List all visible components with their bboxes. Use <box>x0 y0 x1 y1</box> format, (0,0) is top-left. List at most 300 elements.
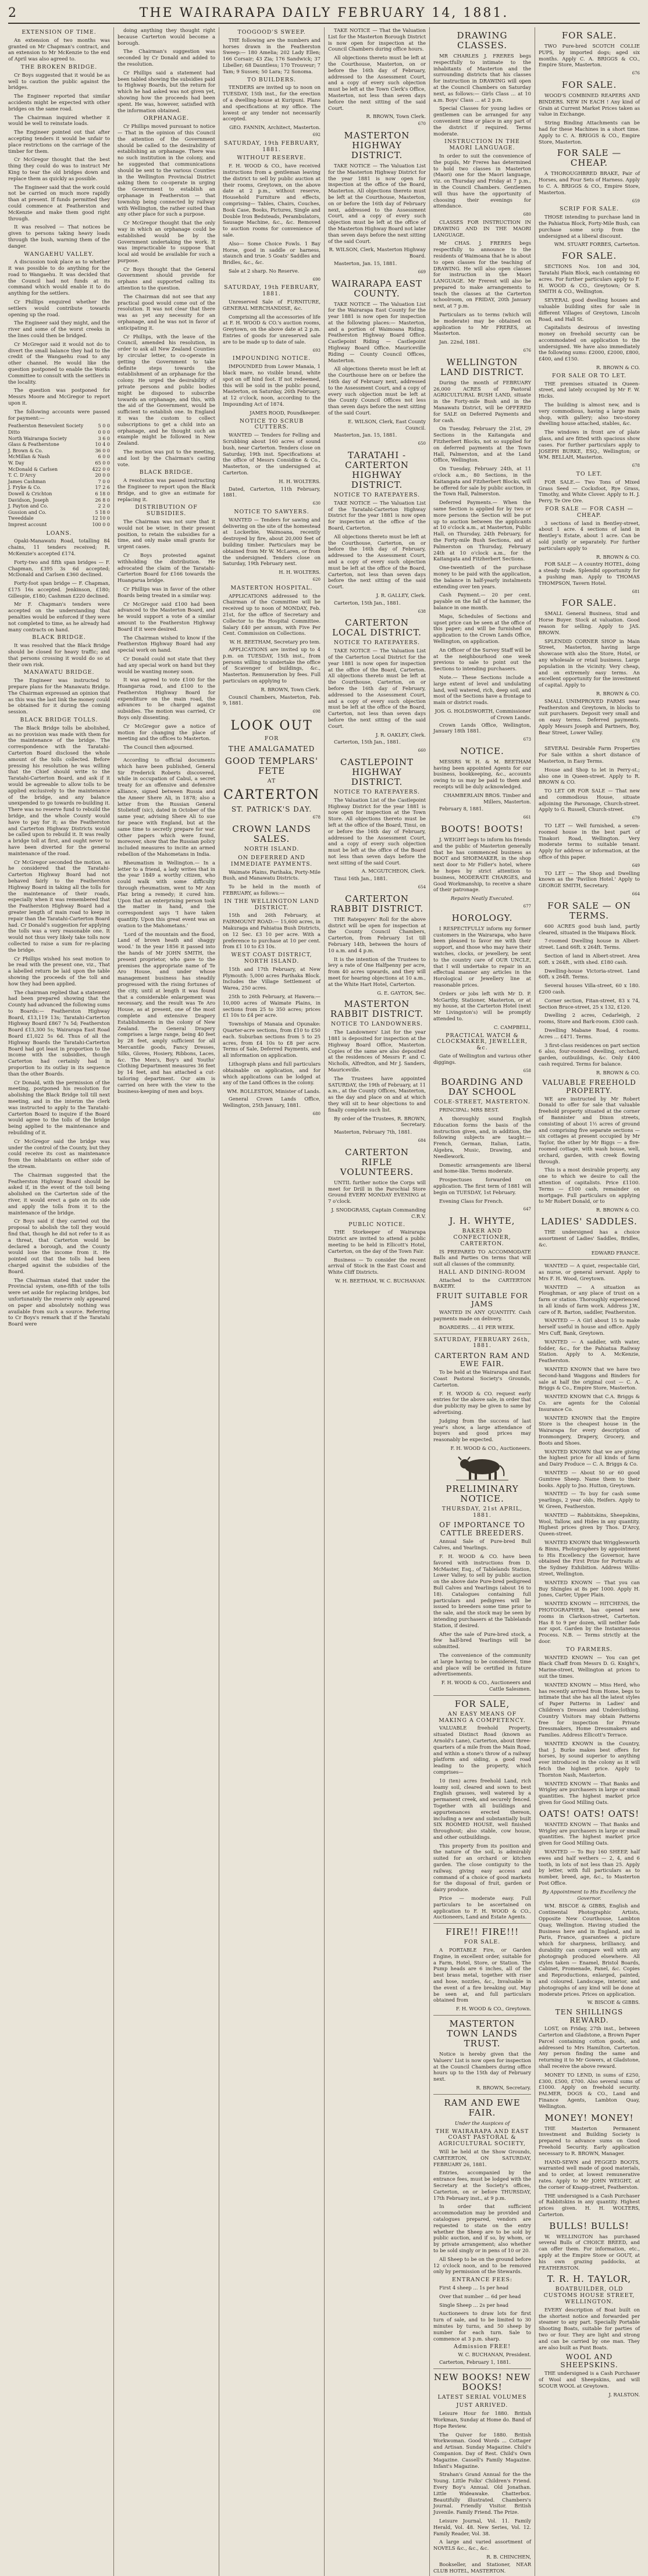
ad-number: 620 <box>312 577 321 582</box>
paragraph: 600 ACRES good bush land, partly cleared, situated in the Waipawa Block. <box>539 923 640 935</box>
paragraph: FOR SALE.— Two Tons of Mixed Grass Seed — Cocksfoot, Rye Grass, Timothy, and White Clover. Apply to H. J. Perry, Te Ore Ore. <box>539 478 640 504</box>
paragraph: Cr Donald could not state that they had any special work on hand but they would be wanting money soon. <box>118 655 215 674</box>
paragraph: 3 first-class residences on part section 6 also, four-roomed dwelling, orchard, garden, outbuildings, &c. Only £400 cash required. Terms for balance. <box>539 1042 640 1067</box>
paragraph: Prospectuses forwarded on application. The first term of 1881 will begin on TUESDAY, 1st February. <box>433 1177 531 1195</box>
paragraph: General Crown Lands Office, Wellington, 25th January, 1881. <box>223 1095 321 1108</box>
paragraph: Particulars as to terms (which will be moderate) may be obtained on application to Mr FRERES, at Masterton. <box>433 312 531 337</box>
paragraph: TAKE NOTICE — The Valuation List of the Taratahi-Carterton Highway District for the year 1881 is now open for inspection at the office of the Board, Carterton. <box>328 499 426 531</box>
ledger-payee: Dowell & Crichton <box>8 491 52 496</box>
section-heading: BLACK BRIDGE. <box>32 634 86 641</box>
ledger-payee: W. Day <box>8 460 24 466</box>
section-heading: HOROLOGY. <box>451 912 513 923</box>
signature: R. WILSON, Clerk, Masterton Highway Board. <box>329 246 426 259</box>
ledger-row <box>8 436 110 442</box>
paragraph: Lithograph plans and full particulars obtainable on application, and for which applications can be lodged at any of the Land Offices in the colony. <box>223 1060 321 1086</box>
section-heading: SCRIP FOR SALE. <box>559 206 619 213</box>
section-heading: OATS! OATS! OATS! <box>539 1808 640 1819</box>
paragraph: Unreserved Sale of FURNITURE, GENERAL MERCHANDISE, &c. <box>223 299 321 311</box>
ad-number: 654 <box>418 885 426 890</box>
masthead <box>8 3 640 24</box>
section-heading: THE AMALGAMATED <box>228 744 315 753</box>
ledger-amount: 5 18 0 <box>95 509 110 515</box>
paragraph: CLASSES FOR INSTRUCTION IN DRAWING AND IN THE MAORI LANGUAGE. <box>433 219 531 238</box>
paragraph: Cr Boys protested against withholding the distribution. He advocated the claim of the Taratahi-Carterton Board for £166 towards the Huangarua bridge. <box>118 552 215 584</box>
signature: W. BISCOE & GIBBS. <box>587 1999 640 2006</box>
section-heading: MASTERTON RABBIT DISTRICT. <box>330 999 424 1020</box>
section-heading: FOR <box>264 735 279 742</box>
paragraph: Cr Phillips enquired whether the settlers would contribute towards opening up the road. <box>8 299 110 317</box>
section-heading: INSTRUCTION IN THE MAORI LANGUAGE. <box>444 138 520 152</box>
signature: CHAMBERLAIN BROS. Timber and Millers, Masterton. <box>443 792 531 805</box>
ad-number: 659 <box>632 198 640 203</box>
paragraph: The Black Bridge tolls be abolished, as no provision was made with them for the maintenance of the bridge. The correspondence with the Taratahi-Carterton Board disclosed the whole amount of the tolls collected. Before pressing his resolution he was willing that the Chief should write to the Taratahi-Carterton Board, and ask if it would be agreeable to allow tolls to be applied exclusively to the maintenance of the bridge, and any balance unexpended to go towards re-building it. There was no reserve fund to rebuild the bridge, and the whole County would have to pay for it; as the Featherston and Carterton Highway Districts would be called upon to rebuild it. It was really a bridge toll at first, and ought never to have been diverted for the general maintenance of the road. <box>8 724 110 856</box>
section-heading: SATURDAY, 19th FEBRUARY, 1881. <box>224 284 319 298</box>
section-heading: TOOGOOD'S SWEEP. <box>237 29 306 35</box>
section-heading: MANAWATU BRIDGE. <box>23 669 95 676</box>
paragraph: SMALL UNIMPROVED FARMS near Featherston and Greytown, in blocks to suit purchasers. Deposit very small and on easy terms. Deferred payments. Apply Messrs Joseph and Partners, Boy, Bear Street, Lower Valley. <box>539 698 640 735</box>
paragraph: WANTED KNOWN — That you can Buy Shingles at 8s per 1000. Apply H. Jones, Carter, Upper Plain. <box>539 1579 640 1598</box>
paragraph: WANTED — A situation as Ploughman, or any place of trust on a farm or station. Thoroughly experienced in all kinds of farm work. Address J.W., care of R. Barton, saddler, Featherston. <box>539 1284 640 1315</box>
sale-date: SATURDAY, FEBRUARY 26th, 1881. <box>434 1336 530 1349</box>
bull-icon <box>456 1454 508 1481</box>
paragraph: PRINCIPAL: MRS BEST. <box>439 1107 499 1113</box>
column-1 <box>8 27 113 2576</box>
paragraph: The Engineer was instructed to prepare plans for the Manawatu Bridge. The Chairman expressed an opinion that as this was the last link the money could be obtained for it during the coming session. <box>8 677 110 715</box>
paragraph: The Chairman suggested that the Featherston Highway Board should be asked if, in the event of the toll being abolished on the Carterton side of the river, it would erect a gate on its side and apply the tolls from it to the maintenance of the bridge. <box>8 1171 110 1216</box>
paragraph: TAKE NOTICE — That the Valuation List for the Masterton Borough District is now open for inspection at the Council Chambers during office hours. <box>328 27 426 52</box>
paragraph: LOST, on Friday, 27th inst., between Carterton and Gladstone, a Brown Paper Parcel containing cotton goods, and addressed to Mrs Hamilton, Carterton. Any person finding the same and returning it to Mr Gowers, at Gladstone, shall receive the above reward. <box>539 2025 640 2069</box>
ledger-row <box>8 423 110 430</box>
paragraph: Cr Phillips said a statement had been tabled showing the subsidies paid to Highway Boards, but the return for which he had asked was not given yet, showing how the proceeds had been spent. He was, however, satisfied with the information obtained. <box>118 69 215 113</box>
section-heading: NOTICE TO RATEPAYERS. <box>333 639 421 646</box>
paragraph: MONEY TO LEND, in sums of £250, £300, £500, £700. Also several sums of £1000. Apply on freehold security. PALMER, DOGS & CO., Land and Finance Agents, Lambton Quay, Wellington. <box>539 2071 640 2109</box>
section-heading: MASTERTON HOSPITAL. <box>230 584 313 591</box>
subtitle: By Appointment to His Excellency the Governor. <box>542 1888 636 1901</box>
paragraph: WOOD'S COMBINED REAPERS AND BINDERS. NEW IN EACH ! Any kind of Grain at Current Market Prices taken as value in Exchange. <box>539 92 640 117</box>
section-heading: FRUIT SUITABLE FOR JAMS <box>436 1292 528 1309</box>
columns <box>8 27 640 2574</box>
paragraph: TWO Pure-bred SCOTCH COLLIE PUPS, by imported dogs; aged six months. Apply C. A. BRIGGS & CO., Empire Store, Masterton. <box>539 43 640 68</box>
paragraph: Townships of Manaia and Opunake: Quarter-acre sections, from £10 to £50 each. Suburban sections from 5 to 25 acres, from £4 10s to £8 per acre. Terms of Sale, Deferred Payments, and all information on application. <box>223 1021 321 1059</box>
paragraph: It is the intention of the Trustees to levy a rate of One Halfpenny per acre, from 40 acres upwards, and they will meet for hearing objections at 10 a.m., at the White Hart Hotel, Carterton. <box>328 956 426 987</box>
paragraph: IS PREPARED TO ACCOMMODATE Balls and Parties On terms that will suit all classes of the community. <box>433 1248 531 1267</box>
paragraph: The Engineer pointed out that after accepting tenders it would be unfair to place restrictions on the carriage of the timber for them. <box>8 129 110 154</box>
paragraph: WANTED — Tenders for sawing and delivering on the site of the homestead at Lockerbie, Waimoana, recently destroyed by fire, about 20,000 feet of building timber. Particulars may be obtained from Mr W. McLaren, or from the undersigned. Tenders close on Saturday, 19th February next. <box>223 516 321 567</box>
ledger-row <box>8 454 110 460</box>
paragraph: Dated, Carterton, 11th February, 1881. <box>223 485 321 498</box>
signature: WM. ROLLESTON, Minister of Lands. <box>227 1088 321 1095</box>
paragraph: THOSE intending to purchase land in the Pahiatua Block, Forty-Mile Bush, can purchase some scrip from the undersigned at a liberal discount. <box>539 214 640 239</box>
ad-number: 681 <box>632 589 640 594</box>
paragraph: APPLICATIONS addressed to the Chairman of the Committee will be received up to noon of MONDAY, Feb. 21st, for the office of Secretary and Collector to the Hospital Committee. Salary £40 per annum, with Five Per Cent. Commission on Collections. <box>223 592 321 637</box>
ledger-payee: McMillan & Nash <box>8 454 50 460</box>
paragraph: All objections thereto must be left at the Courthouse here on or before the 16th day of February next, addressed to the Assessment Court, and a copy of every such objection must be left at the County Council Offices not less than seven days before the next sitting of the said Court. <box>328 366 426 416</box>
signature: W. H. BEETHAM, Secretary pro tem. <box>229 639 321 645</box>
section-heading: PUBLIC NOTICE. <box>348 1221 405 1228</box>
paragraph: Cash Payment.— 20 per cent. payable on the fall of the hammer, the balance in one month. <box>433 592 531 610</box>
signature: J. R. OAKLEY, Clerk. <box>375 731 426 738</box>
paragraph: Cr McGregor thought that the best thing they could do was to instruct Mr King to tear the old bridges down and replace them as quickly as possible. <box>8 156 110 181</box>
paragraph: Special Classes for young ladies or gentlemen can be arranged for any convenient time or place in any part of the district if required. Terms moderate. <box>433 105 531 137</box>
ledger-amount: 100 0 0 <box>92 521 110 527</box>
section-heading: FOR SALE. <box>561 598 617 609</box>
paragraph: Note.— These Sections include a large extent of level and undulating land, well watered, rich, deep soil, and most of the Sections have a frontage to main or district roads. <box>433 674 531 706</box>
section-heading: LADIES' SADDLES. <box>541 1216 638 1227</box>
paragraph: THE following are the numbers and horses drawn in the Featherston Sweep:— 180 Amelia; 202 Lady Ellen; 166 Corsair; 43 Zia; 176 Sandwick; 37 Libeller; 68 Dauntless; 170 Trouveur; 7 Tam; 9 Sussex; 50 Lara; 72 Sonoma. <box>223 37 321 74</box>
section-heading: CARTERTON <box>223 788 320 803</box>
paragraph: Orders or jobs left with Mr D. P. McGarthy, Stationer, Masterton, or at my house, at the Carterton Hotel (next Mr Livingston's) will be promptly attended to. <box>433 990 531 1021</box>
ledger-payee: Davidson, Joseph <box>8 497 49 503</box>
paragraph: All objections thereto must be left at the Courthouse, Carterton, on or before the 16th day of February, addressed to the Assessment Court, and a copy of every such objection must be left at the office of the Board, Carterton, not less than seven days before the next sitting of the said Court. <box>328 533 426 590</box>
paragraph: Several houses Villa-street, 60 x 180. £200 cash. <box>539 982 640 995</box>
paragraph: WANTED KNOWN that we have two Second-hand Waggons and Binders for sale at half the original cost — C. A. Briggs & Co., Empire Store, Masterton. <box>539 1366 640 1391</box>
paragraph: Cr Boys said if they carried out the proposal to abolish the toll they would find that, though he did not refer to it as a threat, that Carterton would be declared a borough, and the County would lose the income from it. He pointed out that the tolls had been charged against the subsidies of the Board. <box>8 1218 110 1274</box>
ledger-payee: Glass & Featherstone <box>8 442 59 448</box>
paragraph: The motion was put to the meeting, and lost by the Chairman's casting vote. <box>118 449 215 467</box>
divider <box>118 753 215 754</box>
paragraph: WANTED KNOWN — That Banks and Wrigley are purchasers in large or small quantities. The highest market price given for Good Milling Oats. <box>539 1780 640 1806</box>
column-5 <box>429 27 535 2576</box>
section-heading: LOOK OUT <box>230 718 313 733</box>
section-heading: DISTRIBUTION OF SUBSIDIES. <box>135 504 198 517</box>
section-heading: ON DEFERRED AND IMMEDIATE PAYMENTS. <box>230 855 313 867</box>
paragraph: An Officer of the Survey Staff will be at the neighbourhood one week previous to sale to point out the Sections to intending purchasers. <box>433 646 531 672</box>
paragraph: Cr Phillips moved pursuant to notice — That in the opinion of this Council the attention of the Government should be called to the desirability of establishing an orphanage. There was no such institution in the colony, and he suggested that communications should be sent to the various Counties in the Wellington Provincial District asking them to co-operate in urging the Government to establish an orphanage in Featherston — that township being connected by railway with Wellington, the rather suited than any other place for such a purpose. <box>118 123 215 217</box>
paragraph: Cr Boys thought that the General Government should provide for orphans and supported calling its attention to the question. <box>118 266 215 291</box>
signature: WM. STUART FORBES, Carterton. <box>554 241 640 248</box>
ad-number: 693 <box>312 348 321 353</box>
paragraph: Mr CHAS. J. FRERES begs respectfully to announce to the residents of Waimoana that he is about to open classes for the teaching of DRAWING. He will also open classes for instruction in the Maori LANGUAGE. Mr Frerest will also be prepared to make arrangements to teach the classes at the Carterton schoolroom, on FRIDAY, 20th January next, at 7 p.m. <box>433 240 531 309</box>
paragraph: TO LET OR FOR SALE — That new and commodious House, situate adjoining the Parsonage, Church-street. Apply to G. Russell, Church-street. <box>539 788 640 813</box>
paragraph: An extension of two months was granted on Mr Chapman's contract, and an extension to Mr McKenzie to the end of April was also agreed to. <box>8 37 110 62</box>
paragraph: Section of land in Albert-street. Area 60ft. x 264ft., with shed. £180 cash. <box>539 953 640 965</box>
signature: J. RALSTON. <box>608 2391 640 2398</box>
section-heading: DRAWING CLASSES. <box>457 30 508 51</box>
paragraph: WANTED KNOWN that the Empire Store is the cheapest house in the Wairarapa for every description of Ironmongery, Drapery, Grocery, and Boots and Shoes. <box>539 1414 640 1446</box>
ledger-amount: 65 0 0 <box>95 460 110 466</box>
ledger-row <box>8 503 110 510</box>
paragraph: The Chairman was not sure that it would not be wiser, in their present position, to retain the subsidies for a time, and only make small grants for urgent cases. <box>118 518 215 550</box>
paragraph: The Chairman inquired whether it would be well to reinstate loads. <box>8 114 110 127</box>
section-heading: NOTICE TO RATEPAYERS. <box>333 788 421 795</box>
ledger-row <box>8 485 110 491</box>
signature: R. BROWN & CO. <box>596 1207 640 1213</box>
preliminary-notice: PRELIMINARY NOTICE. <box>446 1483 519 1504</box>
signature: By order of the Trustees, R. BROWN, Secretary. <box>334 1115 426 1128</box>
ledger-payee: North Wairarapa Society <box>8 435 67 441</box>
paragraph: The Engineer said that the work could not be carried on much more rapidly than at present. If funds permitted they could commence at Featherston and McKenzie and make them good right through. <box>8 184 110 221</box>
paragraph: THE Ratepayers' Roll for the above district will be open for inspection at the County Council Chambers, Carterton, from February 1st till February 14th, between the hours of 10 a.m. and 4 p.m. <box>328 916 426 953</box>
paragraph: Crown Lands Office, Wellington, January 18th 1881. <box>433 721 531 734</box>
signature: EDWARD FRANCE. <box>591 1250 640 1256</box>
paragraph: Cr McGregor said the bridge was under the control of the County, but they could receive its cost as maintenance from the inhabitants on either side of the stream. <box>8 1138 110 1170</box>
ledger-payee: J. Brown & Co. <box>8 448 43 453</box>
signature: H. H. WOLTERS. <box>279 569 321 576</box>
paragraph: WANTED — To Buy 160 SHEEP, half ewes and half wethers — 2, 4, and 6 tooth, in lots of not less than 25. Apply by letter, with full particulars as to number, breed, age, &c., to Masterton Post Office. <box>539 1849 640 1887</box>
paragraph: The Valuation List of the Castlepoint Highway District for the year 1881 is now open for inspection at the Town Store. All objections thereto must be left at the office of the Board, Tinui, on or before the 16th day of February, addressed to the Assessment Court, and a copy of every such objection must be left at the office of the Board not less than seven days before the next sitting of the said Court. <box>328 796 426 866</box>
bull-illustration <box>433 1454 531 1481</box>
ad-number: 647 <box>523 1207 531 1212</box>
paragraph: The Chairman did not see that any practical good would come out of the resolution. It was not clear that there was as yet any necessity for an orphanage, and he was not in favor of anticipating it. <box>118 293 215 331</box>
paragraph: Cr Phillips was in favor of the other Boards being treated in a similar way. <box>118 585 215 598</box>
section-heading: WANGAEHU VALLEY. <box>24 251 94 258</box>
accounts-ledger <box>8 423 110 528</box>
paragraph: Dwelling 2 acres, Cedarleigh, 2 rooms, Store and Bark-room. £300 cash. <box>539 1012 640 1025</box>
paragraph: TAKE NOTICE — The Valuation List of the Carterton Local District for the year 1881 is now open for inspection at the office of the Board, Carterton. All objections thereto must be left at the Courthouse, Carterton, on or before the 16th day of February, addressed to the Assessment Court, and a copy of every such objection must be left at the office of the Board, Carterton, not less than seven days before the next sitting of the said Court. <box>328 648 426 729</box>
section-heading: PRACTICAL WATCH & CLOCKMAKER, JEWELLER, &c. <box>437 1032 528 1052</box>
ad-number: 630 <box>312 501 321 506</box>
page-number: 2 <box>8 6 16 20</box>
signature: GEO. FANNIN, Architect, Masterton. <box>229 124 321 131</box>
paragraph: The Council then adjourned. <box>123 744 194 751</box>
signature: JAMES ROOD, Poundkeeper. <box>250 409 321 416</box>
ledger-payee: Tweeddale <box>8 516 34 521</box>
paragraph: WANTED — About 50 or 60 good Gumtree Sheep. Name them to their books. Apply to Jno. Hutton, Greytown. <box>539 1470 640 1488</box>
ad-number: 660 <box>418 748 426 753</box>
paragraph: Dwelling Mabane Road, 4 rooms. Acres ... £471. Terms. <box>539 1027 640 1039</box>
paragraph: The following accounts were passed for payment:— <box>8 408 110 421</box>
paragraph: IMPOUNDED from Lower Manaia, 1 black mare, no visible brand, white spot on off hind foot. If not redeemed, this will be sold in the public pound, Masterton, on Saturday, 26th February, at 12 o'clock, noon, according to the Impounding Act of 1874. <box>223 363 321 408</box>
paragraph: The Engineer said they might, and the river and some of the worst creeks in the lines could then be bridged. <box>8 320 110 339</box>
paragraph: Masterton, Jan. 15, 1881. <box>334 432 397 438</box>
ad-number: 679 <box>632 816 640 821</box>
section-heading: TEN SHILLINGS REWARD. <box>555 2008 624 2025</box>
ad-number: 678 <box>312 815 321 820</box>
signature: J. R. GALLEY, Clerk. <box>376 592 426 598</box>
section-heading: IN THE WELLINGTON LAND DISTRICT. <box>224 898 319 911</box>
paragraph: Cr McGregor said £100 had been advanced to the Masterton Board, and he would support a vote of a similar amount to the Featherston Highway Board if it were desired. <box>118 601 215 632</box>
paragraph: Cr McGregor seconded the motion, as he considered that the Taratahi-Carterton Highway Board had not behaved fairly to the Featherston Highway Board in taking all the tolls for the maintenance of their roads, especially when it was remembered that the Featherston Highway Board had a greater length of main road to keep in repair than the Taratahi-Carterton Board had. Cr Donald's suggestion for applying the tolls was a very reasonable one. It would not thus very likely take tolls now collected to raise a sum for re-placing the bridge. <box>8 859 110 953</box>
paragraph: Cr Boys suggested that it would be as well to caution the public against the bridges. <box>8 72 110 91</box>
paragraph: A THOROUGHBRED BRAKE, Pair of Horses, and Four Sets of Harness. Apply to C. A. BRIGGS & CO., Empire Store, Masterton. <box>539 170 640 195</box>
ad-number: 690 <box>312 277 321 282</box>
paragraph: F. H. WOOD & CO., have received instructions from a gentleman leaving the district to sell by public auction at their rooms, Greytown, on the above date at 2 p.m., without reserve, Household Furniture and effects, comprising— Tables, Chairs, Couches, Book Case, Books, Pictures, Single and Double Iron Bedsteads, Perambulators, Sausage Machine, &c., &c. Removed to auction rooms for convenience of sale. <box>223 163 321 238</box>
column-6 <box>535 27 640 2576</box>
paragraph: Cr McGregor gave a notice of motion for changing the place of meeting and the offices to Masterton. <box>118 723 215 742</box>
paragraph: The Landowners' List for the year 1881 is deposited for inspection at the Highway Board Office, Masterton. Copies of the same are also deposited at the residences of Messrs F. and C. Nicholls, Alfredton, and Mr J. Sanders, Mauriceville. <box>328 1029 426 1073</box>
ledger-payee: McDonald & Carlsen <box>8 466 58 472</box>
section-heading: FOR SALE — CHEAP. <box>557 148 622 169</box>
paragraph: WANTED IN ANY QUANTITY. Cash payments made on delivery. <box>433 1309 531 1322</box>
paragraph: THE premises situated in Queen-street, and lately occupied by Mr F. W. Hicks. <box>539 380 640 399</box>
section-heading: T. R. H. TAYLOR, <box>547 2274 632 2285</box>
paragraph: Gate of Wellington and various other diggings. <box>433 1052 531 1065</box>
ad-number: 664 <box>632 892 640 897</box>
paragraph: It was resolved — That notices be given to persons taking heavy loads through the bush, warning them of the danger. <box>8 224 110 249</box>
paragraph: WANTED — Tenders for Felling and Scrubbing about 160 acres of sound bush, near Carterton. Tenders close on Saturday, 19th inst. Specifications at the office of Messrs Considine & Co., Masterton, or the undersigned at Carterton. <box>223 432 321 476</box>
signature: H. H. WOLTERS. <box>279 478 321 484</box>
ram-and-ewe-fair: RAM AND EWE FAIR. <box>444 2097 521 2118</box>
section-heading: NORTH ISLAND. <box>244 846 300 853</box>
paragraph: The building is almost new, and is very commodious, having a large main shop, with gallery; also two-storey dwelling house attached, stables, &c. <box>539 402 640 427</box>
property-sale-block: FOR SALE, AN EASY MEANS OF MAKING A COMPETENCY. VALUABLE freehold Property, situated Distinct Road (known as Arnold's Lane), Carterton, about three-quarters of a mile from the Main Road, and within a stone's throw of a railway platform and siding, a good road leading to the property, which comprises— 10 (ten) acres freehold Land, rich loamy soil, cleared and sown to best English grasses, well watered by a permanent creek, and securely fenced. Together with all buildings and appurtenances erected thereon, including a new and substantially built SIX ROOMED HOUSE, well finished throughout; also stable, cow house, and other outbuildings. This property from its position and the nature of the soil, is admirably suited for an orchard or kitchen garden. The close contiguity to the railway, giving easy access and command of a choice of good markets for the disposal of fruit, garden or dairy produce. Price — moderate easy. Full particulars to be ascertained on application to F. H. WOOD & CO., Auctioneers, Land and Estate Agents. FIRE!! FIRE!!! FOR SALE. A PORTABLE Fire, or Garden Engine, in excellent order, suitable for a Farm, Hotel, Store, or Station. The Pump heads are 6 inches, all of the best brass metal, together with riser and hose, nozzles, &c., Invaluable in the event of a fire breaking out. May be seen at, and full particulars obtained from F. H. WOOD & CO., Greytown. MASTERTON TOWN LANDS TRUST. Notice is hereby given that the Valuers' List is now open for inspection at the Council Chambers during office hours up to the 15th day of February next. R. BROWN, Secretary. RAM AND EWE FAIR. Under the Auspices of THE WAIRARAPA AND EAST COAST PASTORAL & AGRICULTURAL SOCIETY, Will be held at the Show Grounds, CARTERTON, ON SATURDAY, FEBRUARY 26, 1881. Entries, accompanied by the entrance fees, must be lodged with the Secretary at the Society's offices, Carterton, on or before THURSDAY, 17th February inst., at 9 p.m. In order that sufficient accommodation may be provided and catalogues prepared, vendors are requested to state on the entry whether the Sheep are to be sold by public auction, and if so, by whom, or by private arrangement; also whether to be sold singly or in pens of 10 or 20. All Sheep to be on the ground before 12 o'clock noon, and to be removed only by permission of the Stewards. ENTRANCE FEES: First 4 sheep ... 1s per head Over that number ... 6d per head Single Sheep ... 2s per head Auctioneers to draw lots for first turn of sale, and to be limited to 30 minutes by turns, and 50 sheep by number for each turn. Sale to commence at 3 p.m. sharp. Admission FREE! W. C. BUCHANAN, President. Carterton, February 1, 1881. NEW BOOKS! NEW BOOKS! LATEST SERIAL VOLUMES JUST ARRIVED. Leisure Hour for 1880. British Workman, Sunday at Home do. Band of Hope Review. The Quiver for 1880. British Workwoman. Good Words ... Cottager and Artisan. Sunday Magazine. Child's Companion. Day of Rest. Child's Own Magazine. Cassell's Family Magazine. Infant's Magazine. Strahan's Grand Annual for the the Young. Little Folks' Children's Friend. Every Boy's Annual. Old Jonathan. Little Wideawake. Chatterbox. Beautifully illustrated. Chambers's Journal. Friendly Visitor. British Juvenile. Family Friend. The Prize. Leisure Journal, Vol. 11. Family Herald, Vol. 48. New Series, Vol. 12. Family Reader, Vol. 38. A large and varied assortment of NOVELS &c., &c., &c. R. B. CHINCHEN, Bookseller, and Stationer, NEAR CLUB HOTEL, MASTERTON. <box>433 1695 531 2574</box>
paragraph: On Tuesday, February 24th, at 11 o'clock a.m., 80 Sections, in the Kaitangata and Fitzherbert Blocks, will be offered for sale by public auction, in the Town Hall, Palmerston. <box>433 466 531 497</box>
fire-heading: FIRE!! FIRE!!! <box>445 1927 519 1938</box>
paragraph: To be held in the month of FEBRUARY, as follows:— <box>223 884 321 896</box>
ad-number: 673 <box>523 737 531 742</box>
paragraph: APPLICATIONS are invited up to 4 p.m. on TUESDAY, 15th inst., from persons willing to undertake the office of Scavenger of buildings, &c., Masterton. Remuneration by fees. Full particulars on applying to <box>223 646 321 684</box>
ledger-amount: 36 0 0 <box>95 448 110 453</box>
signature: JOS. G. HOLDSWORTH, Commissioner of Crown Lands. <box>435 708 531 720</box>
paragraph: FOR SALE — A country HOTEL, doing a steady trade. Splendid opportunity for a pushing man. Apply to THOMAS THOMPSON, Tavern Hotel. <box>539 561 640 586</box>
paragraph: WANTED — To buy for cash some yearlings, 2 year olds, Heifers. Apply to W. Green, Featherston. <box>539 1491 640 1509</box>
ledger-row <box>8 479 110 485</box>
paragraph: UNTIL further notice the Corps will meet for Drill in the Parochial Store Ground EVERY MONDAY EVENING at 7 o'clock. <box>328 1179 426 1205</box>
paragraph: Waimate Plains, Parihaka, Porty-Mile Bush, and Manawatu Districts. <box>223 869 321 881</box>
paragraph: SECTIONS Nos. 108 and 304, Taratahi Plain Block, each containing 60 acres. For further particulars apply to F. H. WOOD & CO., Greytown; Or S. SMITH & CO., Wellington. <box>539 263 640 295</box>
paragraph: Evening Class for French. <box>439 1198 504 1204</box>
paragraph: In order to suit the convenience of the pupils, Mr Freres has determined to hold two classes in Masterton (Maori) one for the Maori language, viz. on Thursday and Friday at 7 p.m., in the Council Chambers. Gentlemen will thus have the opportunity of choosing their evenings for attendance. <box>433 152 531 209</box>
ad-number: 658 <box>523 1068 531 1073</box>
ledger-row <box>8 516 110 522</box>
paragraph: Cr Phillips wished his seat motion to be read with the present one, viz., That a labelled return be laid upon the table showing the proceeds of the toll and how they had been applied. <box>8 955 110 987</box>
ledger-row <box>8 498 110 504</box>
ledger-amount: 20 0 0 <box>95 473 110 478</box>
ledger-amount: 3 6 0 <box>98 435 110 441</box>
ad-number: 678 <box>632 738 640 744</box>
divider <box>539 1259 640 1260</box>
signature: R. BROWN & CO. <box>596 1069 640 1076</box>
paragraph: WANTED KNOWN — You can get Black Chaff from Messrs D. G. Knight's, Marine-street, Wellington at prices to suit the times. <box>539 1654 640 1679</box>
paragraph: 15th and 17th February, at New Plymouth: 5,000 acres Parihaka Block. Includes the Village Settlement of Warea, 250 acres. <box>223 966 321 991</box>
ad-number: 676 <box>523 348 531 353</box>
paragraph: SMALL General Business, Stud and Horse Buyer. Stock at valuation. Good reason for selling. Apply to JAS. BROWN. <box>539 610 640 635</box>
paragraph: TO LET — The Shop and Dwelling known as the 'Pavilion Hotel.' Apply to GEORGE SMITH, Secretary. <box>539 870 640 889</box>
paragraph: TAKE NOTICE — The Valuation List for the Masterton Highway District for the year 1881 is now open for inspection at the office of the Board, Masterton. All objections thereto must be left at the Courthouse, Masterton, on or before the 16th day of February next, addressed to the Assessment Court, and a copy of every such objection must be left at the office of the Masterton Highway Board not later than seven days before the next sitting of the said Court. <box>328 162 426 244</box>
sale-block: SATURDAY, FEBRUARY 26th, 1881. CARTERTON RAM AND EWE FAIR. To be held at the Wairarapa and East Coast Pastoral Society's Grounds, Carterton. F. H. WOOD & CO. request early entries for the above sale, in order that due publicity may be given to same by advertising. Judging from the success of last year's show, a large attendance of buyers and good prices may reasonably be expected. F. H. WOOD & CO., Auctioneers. PRELIMINARY NOTICE. THURSDAY, 21st APRIL, 1881. OF IMPORTANCE TO CATTLE BREEDERS. Annual Sale of Pure-bred Bull Calves, and Yearlings. F. H. WOOD & CO. have been favored with instructions from D. McMaster, Esq., of Tablelands Station, Lower Valley, to sell by public auction on the above date Pure-bred pedigreed Bull Calves and Yearlings (about 16 to 18). Catalogues containing full particulars and pedigrees will be issued to breeders some time prior to the sale, and the stock may be seen by intending purchasers at the Tablelands Station, if desired. After the sale of Pure-bred stock, a few half-bred Yearlings will be submitted. The convenience of the community at large having to be considered, time and place will be certified in future advertisements. F. H. WOOD & CO., Auctioneers and Cattle Salesmen. <box>433 1334 531 1692</box>
section-heading: BLACK BRIDGE. <box>139 469 194 476</box>
paragraph: Masterton, Jan. 15, 1881. <box>334 260 397 266</box>
ledger-payee: T. C. D'Arcy <box>8 473 36 478</box>
paragraph: WANTED KNOWN — Miss Herd, who has recently arrived from Home, begs to intimate that she has all the latest styles of Paper Patterns in Ladies' and Children's Dresses and Underclothing. Country Visitors may obtain Patterns free for inspection for Private Dressmakers, Home Dressmakers and Families. Address Ellicott's Terrace. <box>539 1681 640 1738</box>
section-heading: VALUABLE FREEHOLD PROPERTY. <box>542 1078 636 1095</box>
paragraph: HAND-SEWN and PEGGED BOOTS, warranted well made of good materials, and to order, at lowest remunerative rates. Apply to Mr JOHN WEIGHT, at the corner of Knapp-street, Featherston. <box>539 2159 640 2190</box>
ledger-amount: 422 0 0 <box>92 466 110 472</box>
paragraph: WANTED KNOWN that we are giving the highest price for all kinds of farm and Dairy Produce — C. A. Briggs & Co. <box>539 1448 640 1467</box>
paragraph: doing anything they thought right because Carterton would become a borough. <box>118 27 215 46</box>
paragraph: Cr McGregor said it would not do to divert the small balance they had to the credit of the Wangaehu road to any other channel. He would like the question postponed to enable the Works Committee to consult with the settlers in the locality. <box>8 341 110 385</box>
section-heading: MONEY! MONEY! <box>544 2112 634 2123</box>
section-heading: WOOL AND SHEEPSKINS. <box>560 2353 618 2370</box>
section-heading: BULLS! BULLS! <box>549 2220 629 2231</box>
signature: A. MCGUTCHEON, Clerk. <box>361 868 426 874</box>
section-heading: NOTICE. <box>460 745 504 756</box>
paragraph: 25th to 26th February, at Hawera:— 10,000 acres of Waimate Plains, in sections from 25 to 350 acres; prices £1 10s to £4 per acre. <box>223 994 321 1019</box>
section-heading: CARTERTON LOCAL DISTRICT. <box>332 617 422 638</box>
paragraph: W. WELLINGTON has purchased several Bulls of CHOICE BREED, and can offer them. For information, etc., apply at the Empire Store or GOUT, at his own grazing paddocks, at FEATHERSTON. <box>539 2233 640 2271</box>
section-heading: TO LET. <box>576 471 603 478</box>
paragraph: The Trustees have appointed SATURDAY, the 19th of February, at 11 a.m., at the County Offices, Masterton, as the day and place on and at which they will sit to hear objections to and finally complete such list. <box>328 1075 426 1113</box>
paragraph: Forty-foot span bridge — F. Chapman, £175 16s accepted. Jenkinson, £180; Gillespie, £180; Cashman £220 declined. <box>8 580 110 599</box>
paragraph: The Chairman wished to know if the Featherston Highway Board had any special work on hand. <box>118 634 215 653</box>
paragraph: Cr Phillips, with the leave of the Council, amended his resolution, in order to ask all New Zealand Counties by circular letter, to co-operate in getting the Government to take definite steps towards the establishment of an orphanage for the colony. He urged the desirability of private persons and public bodies might be disposed to subscribe towards an orphanage, and this, with the aid of the Government, would be sufficient to establish one. In England it was the custom to collect subscriptions to get a child into an orphanage, and he thought such an example might be followed in New Zealand. <box>118 333 215 446</box>
paragraph: MESSRS W. H. & M. BEETHAM having been appointed Agents for our business, bookkeeping, &c., accounts owing to us may be paid to them and receipts will be duly acknowledged. <box>433 758 531 790</box>
paragraph: WANTED — Rabbitskins, Sheepskins, Wool, Tallow, and Hides in any quantity. Highest prices given by Thos. D'Arcy, Queen-street. <box>539 1512 640 1537</box>
paragraph: Attached to the CARTERTON BAKERY. <box>433 1277 531 1289</box>
ledger-amount: 7 0 0 <box>98 478 110 484</box>
paragraph: THE Storkeeper of Wairarapa District are invited to attend a public meeting to be held in Ellicott's Hotel, Carterton, on the day of the Town Fair. <box>328 1229 426 1254</box>
paragraph: The Chairman's suggestion was seconded by Cr Donald and added to the resolution. <box>118 48 215 67</box>
section-heading: NOTICE TO RATEPAYERS. <box>333 492 421 499</box>
paragraph: A thoroughly sound English Education forms the basis of the instruction given, and, in addition, the following subjects are taught:— French, German, Italian, Latin, Algebra, Music, Drawing, and Needlework. <box>433 1115 531 1159</box>
paragraph: Masterton, February 7th, 1881. <box>334 1129 412 1135</box>
section-heading: HALL AND DINING-ROOM <box>438 1269 526 1276</box>
section-heading: FOR SALE — FOR CASH — CHEAP. <box>545 506 633 519</box>
section-heading: THE BROKEN BRIDGE. <box>20 63 98 70</box>
paragraph: During the month of FEBRUARY 26,000 ACRES of Pastoral AGRICULTURAL BUSH LAND, situate in the Forty-mile Bush and in the Manawatu District, will be OFFERED for SALE on Deferred Payments and for cash. <box>433 379 531 423</box>
signature: R. BROWN, Town Clerk. <box>261 686 321 692</box>
paragraph: WANTED — A saddler, with water, fodder, &c., for the Pahiatua Railway Station. Apply to A. McKenzie, Featherston. <box>539 1338 640 1364</box>
ledger-amount: 0 0 0 <box>98 430 110 435</box>
signature: C. CAMPBELL, <box>493 1024 531 1030</box>
paragraph: MR CHARLES J. FRERES begs respectfully to intimate to the inhabitants of Masterton and the surrounding districts that his classes for instruction in DRAWING will open at the Council Chambers on Saturday next, as follows:— Girls Class ... at 10 a.m. Boys' Class ... at 2 p.m. <box>433 53 531 103</box>
paragraph: J. WEIGHT begs to inform his friends and the public of Masterton generally that he has commenced business as BOOT and SHOEMAKER, in the shop next door to Mr Fidler's hotel, where he hopes by strict attention to business, MODERATE CHARGES, and Good Workmanship, to receive a share of their patronage. <box>433 837 531 893</box>
paragraph: Comprising all the accessories of life at F. H. WOOD & CO.'s auction rooms, Greytown, on the above date at 2 p.m. Entries of goods for unreserved sale are to be made up to date of sale. <box>223 313 321 345</box>
paragraph: Council Chambers, Masterton, Feb. 9, 1881. <box>223 694 321 706</box>
new-books-heading: NEW BOOKS! NEW BOOKS! <box>434 2371 530 2392</box>
paragraph: According to official documents which have been published, General Sir Frederick Roberts discovered, while in occupation of Cabul, a secret treaty for an offensive and defensive alliance, signed between Russia and the Ameer Shere Ali, in 1878; also a letter from the Russian General Stolietoff (sic), dated in October of the same year, advising Shere Ali to sue for peace with England, but at the same time to secretly prepare for war. Other papers which were found, moreover, show that the Russian policy included measures to incite an armed rebellion of the Mahometans in India. <box>118 757 215 858</box>
paragraph: WANTED — A quiet, respectable Girl, as nurse, or general servant. Apply to Mrs F. H. Wood, Greytown. <box>539 1263 640 1281</box>
section-heading: WITHOUT RESERVE. <box>237 155 307 162</box>
signature: R. BROWN & CO. <box>596 365 640 371</box>
paragraph: BOARDERS. ... 41 PER WEEK. <box>439 1324 515 1330</box>
paragraph: String Binding Attachments can be had for these Machines in a short time. Apply to C. A. BRIGGS & CO., Empire Store, Masterton. <box>539 120 640 145</box>
section-heading: FOR SALE. <box>561 251 617 262</box>
ledger-amount: 26 8 0 <box>95 497 110 503</box>
signature: G. E. GAYTON, Sec. <box>377 989 426 996</box>
paragraph: Deferred Payments.— When the same Section is applied for by two or more persons the Section will be put up to auction between the applicants at 10 o'clock a.m., at Masterton, Public Hall, on Thursday, 24th February, for the Forty-mile Bush Sections, and at Palmerston on Thursday, February 24th at 10 o'clock a.m., for the Kaitangata and Fitzherbert Sections. <box>433 499 531 562</box>
ledger-row <box>8 491 110 498</box>
section-heading: NOTICE TO SCRUB CUTTERS. <box>239 417 304 431</box>
paragraph: The question was postponed for Messrs Moore and McGregor to report upon it. <box>8 387 110 406</box>
signature: E. WILSON, Clerk, East County Council. <box>348 418 426 431</box>
ledger-amount: 5 0 0 <box>98 423 110 429</box>
ad-number: 692 <box>312 132 321 137</box>
section-heading: TO FARMERS. <box>565 1646 613 1653</box>
section-heading: CROWN LANDS SALES. <box>232 824 311 845</box>
section-heading: BAKER AND CONFECTIONER, CARTERTON. <box>453 1228 511 1247</box>
paragraph: Tinui 16th Jan., 1881. <box>334 876 388 882</box>
paragraph: The Chairman stated that under the Provincial system, one-fifth of the tolls were set aside for replacing bridges, but unfortunately the reserve only appeared on paper and absolutely nothing was available from such a source. Referring to Cr Boys's remark that if the Taratahi Board were <box>8 1277 110 1327</box>
paragraph: 7-roomed Dwelling house in Albert-street. Land 66ft. x 264ft. Terms. <box>539 938 640 951</box>
ledger-amount: 2 2 0 <box>98 503 110 509</box>
paragraph: WANTED KNOWN that Wrigglesworth & Binns, Photographers by appointment to His Excellency the Governor, have obtained the First Prize for Portraits at the Sydney Exhibition. Address Willis-street, Wellington. <box>539 1539 640 1577</box>
section-heading: BOATBUILDER, OLD CUSTOMS HOUSE STREET, WELLINGTON. <box>543 2286 635 2306</box>
paragraph: The windows in front are of plate glass, and are fitted with spacious show cases. For further particulars apply to JOSEPH BURKE, ESQ., Wellington; or WM. BELLAH, Masterton. <box>539 429 640 460</box>
paragraph: Mr F. Chapman's tenders were accepted on the understanding that penalties would be enforced if they were not completed to time, as he already had many contracts on hand. <box>8 601 110 633</box>
paragraph: Also— Some Choice Fowls. 1 Bay Horse, good in saddle or harness, staunch and true. 5 Goats' Saddles and Bridles, &c., &c. <box>223 240 321 266</box>
ad-number: 676 <box>632 71 640 76</box>
paragraph: The Engineer reported that similar accidents might be expected with other bridges on the same road. <box>8 93 110 112</box>
ledger-payee: Featherston Benevolent Society <box>8 423 84 429</box>
paragraph: Carterton, 15th Jan., 1881. <box>334 599 401 606</box>
section-heading: FOR SALE. <box>561 30 617 41</box>
section-heading: FOR SALE OR TO LET. <box>551 372 627 379</box>
paragraph: Capitalists desirous of investing money on freehold security can be accommodated on application to the undersigned. We have also immediately the following sums: £2000, £2000, £800, £400, and £150. <box>539 324 640 362</box>
paragraph: 15th and 26th February, at FAIRMOUNT ROAD:— 15,600 acres, in Makuraga and Pahiatua Bush Districts, on 12 Sec. £3 10 per acre. With a preference to purchase at 10 per cent. from £1 10 to £3 10s. <box>223 912 321 950</box>
ledger-payee: James Cashman <box>8 478 46 484</box>
ledger-row <box>8 460 110 467</box>
paragraph: House and Shop to let in Perry-st.; also one in Queen-street. Apply to R. BROWN & CO. <box>539 766 640 785</box>
ram-fair-title: CARTERTON RAM AND EWE FAIR. <box>434 1352 530 1369</box>
signature: R. BROWN & CO. <box>596 553 640 560</box>
section-heading: CARTERTON RIFLE VOLUNTEERS. <box>340 1146 414 1177</box>
paragraph: Jan. 22nd, 1881. <box>439 339 480 345</box>
section-heading: WEST COAST DISTRICT, NORTH ISLAND. <box>231 952 312 965</box>
paragraph: WANTED — A Girl about 15 to make herself useful in house and office. Apply Mrs Cuff, Bank, Greytown. <box>539 1317 640 1337</box>
paragraph: Corner section, Fitan-street, 83 x 74, Section Bruce-street, 25 x 132, £120. <box>539 997 640 1010</box>
ad-number: 649 <box>632 863 640 868</box>
